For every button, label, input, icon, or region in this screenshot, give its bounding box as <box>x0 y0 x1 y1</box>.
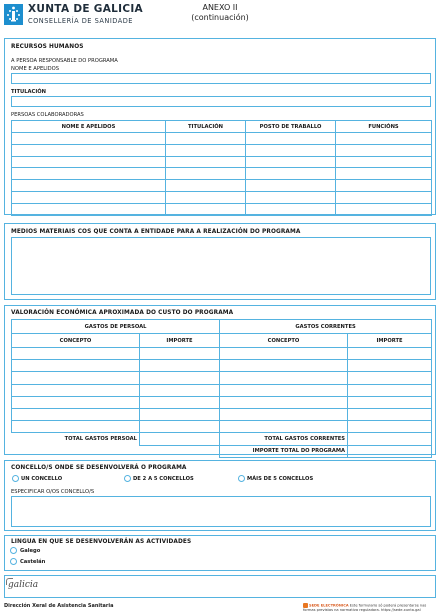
table-row <box>12 191 432 203</box>
footer-sede-note <box>303 603 437 612</box>
grand-total-row <box>12 445 432 457</box>
cell-post[interactable] <box>246 203 336 215</box>
cell-functions[interactable] <box>336 133 432 145</box>
cell-post[interactable] <box>246 156 336 168</box>
sede-text: Este formulario só poderá presentarse nas formas previstas na normativa reguladora. <box>303 603 427 612</box>
section-human-resources <box>4 38 436 215</box>
personnel-costs-header: GASTOS DE PERSOAL <box>12 320 220 334</box>
degree-field[interactable] <box>11 96 431 107</box>
cell-current-amount[interactable] <box>348 421 432 433</box>
cell-current-amount[interactable] <box>348 348 432 360</box>
cell-current-concept[interactable] <box>220 360 348 372</box>
specify-councils-label: ESPECIFICAR O/OS CONCELLO/S <box>11 489 95 495</box>
cell-post[interactable] <box>246 180 336 192</box>
cell-name[interactable] <box>12 156 166 168</box>
radio-more-than-five-councils[interactable] <box>238 475 245 482</box>
cell-personnel-concept[interactable] <box>12 348 140 360</box>
current-concept-header: CONCEPTO <box>220 334 348 348</box>
sede-url[interactable]: https://sede.xunta.gal <box>381 608 421 612</box>
radio-label-two-to-five-councils: DE 2 A 5 CONCELLOS <box>133 476 194 482</box>
section-title-material-means: MEDIOS MATERIAIS COS QUE CONTA A ENTIDADE PARA A REALIZACIÓN DO PROGRAMA <box>11 229 301 235</box>
cell-functions[interactable] <box>336 144 432 156</box>
radio-one-council[interactable] <box>12 475 19 482</box>
col-post: POSTO DE TRABALLO <box>246 121 336 133</box>
current-costs-header: GASTOS CORRENTES <box>220 320 432 334</box>
table-row <box>12 133 432 145</box>
cost-table <box>11 319 432 458</box>
cell-post[interactable] <box>246 133 336 145</box>
cell-personnel-concept[interactable] <box>12 396 140 408</box>
collaborators-table <box>11 120 432 216</box>
cell-personnel-amount[interactable] <box>140 372 220 384</box>
col-functions: FUNCIÓNS <box>336 121 432 133</box>
section-material-means <box>4 223 436 300</box>
cell-personnel-concept[interactable] <box>12 421 140 433</box>
cell-personnel-amount[interactable] <box>140 421 220 433</box>
annex-heading <box>170 3 270 23</box>
cell-name[interactable] <box>12 133 166 145</box>
table-row <box>12 421 432 433</box>
cell-post[interactable] <box>246 191 336 203</box>
cell-current-amount[interactable] <box>348 384 432 396</box>
total-current-value[interactable] <box>348 433 432 445</box>
col-name: NOME E APELIDOS <box>12 121 166 133</box>
cell-personnel-amount[interactable] <box>140 348 220 360</box>
cell-current-amount[interactable] <box>348 360 432 372</box>
cell-personnel-amount[interactable] <box>140 360 220 372</box>
radio-castilian[interactable] <box>10 558 17 565</box>
empty-cell <box>140 445 220 457</box>
cell-degree[interactable] <box>166 180 246 192</box>
sede-label: SEDE ELECTRÓNICA <box>309 603 349 608</box>
current-amount-header: IMPORTE <box>348 334 432 348</box>
cell-current-amount[interactable] <box>348 372 432 384</box>
cell-functions[interactable] <box>336 156 432 168</box>
section-title-cost-valuation: VALORACIÓN ECONÓMICA APROXIMADA DO CUSTO DO PROGRAMA <box>11 310 234 316</box>
cell-current-concept[interactable] <box>220 408 348 420</box>
section-title-councils: CONCELLO/S ONDE SE DESENVOLVERÁ O PROGRAMA <box>11 465 187 471</box>
table-row <box>12 203 432 215</box>
total-current-label: TOTAL GASTOS CORRENTES <box>220 433 348 445</box>
section-language <box>4 535 436 571</box>
grand-total-value[interactable] <box>348 445 432 457</box>
table-row <box>12 408 432 420</box>
cell-degree[interactable] <box>166 168 246 180</box>
cell-personnel-concept[interactable] <box>12 408 140 420</box>
total-personnel-label: TOTAL GASTOS PERSOAL <box>12 433 140 445</box>
annex-title: ANEXO II <box>202 3 238 12</box>
logo-title: XUNTA DE GALICIA <box>28 3 143 15</box>
cost-group-header-row <box>12 320 432 334</box>
cell-degree[interactable] <box>166 133 246 145</box>
logo-subtitle: CONSELLERÍA DE SANIDADE <box>28 17 133 25</box>
annex-continuation: (continuación) <box>191 13 249 22</box>
personnel-amount-header: IMPORTE <box>140 334 220 348</box>
cell-name[interactable] <box>12 191 166 203</box>
material-means-textarea[interactable] <box>11 237 431 295</box>
table-row <box>12 384 432 396</box>
degree-label: TITULACIÓN <box>11 89 47 95</box>
responsible-label: A PERSOA RESPONSABLE DO PROGRAMA <box>11 58 118 64</box>
table-row <box>12 168 432 180</box>
radio-label-more-than-five-councils: MÁIS DE 5 CONCELLOS <box>247 476 314 482</box>
cell-current-amount[interactable] <box>348 396 432 408</box>
table-row <box>12 396 432 408</box>
grand-total-label: IMPORTE TOTAL DO PROGRAMA <box>220 445 348 457</box>
radio-two-to-five-councils[interactable] <box>124 475 131 482</box>
cell-functions[interactable] <box>336 203 432 215</box>
cell-name[interactable] <box>12 144 166 156</box>
cell-current-concept[interactable] <box>220 396 348 408</box>
table-row <box>12 360 432 372</box>
cell-post[interactable] <box>246 168 336 180</box>
cell-personnel-amount[interactable] <box>140 384 220 396</box>
footer-logo-box <box>4 575 436 598</box>
total-personnel-value[interactable] <box>140 433 220 445</box>
cell-name[interactable] <box>12 203 166 215</box>
cell-functions[interactable] <box>336 191 432 203</box>
collaborators-label: PERSOAS COLABORADORAS <box>11 112 84 118</box>
section-title-language: LINGUA EN QUE SE DESENVOLVERÁN AS ACTIVIDADES <box>11 539 192 545</box>
cell-current-concept[interactable] <box>220 384 348 396</box>
cell-degree[interactable] <box>166 191 246 203</box>
cell-name[interactable] <box>12 168 166 180</box>
empty-cell <box>12 445 140 457</box>
cell-functions[interactable] <box>336 180 432 192</box>
radio-label-one-council: UN CONCELLO <box>21 476 63 482</box>
totals-row <box>12 433 432 445</box>
radio-label-galician: Galego <box>20 548 41 554</box>
cell-degree[interactable] <box>166 203 246 215</box>
table-row <box>12 372 432 384</box>
specify-councils-field[interactable] <box>11 496 431 527</box>
cell-post[interactable] <box>246 144 336 156</box>
cell-personnel-amount[interactable] <box>140 408 220 420</box>
name-field[interactable] <box>11 73 431 84</box>
table-row <box>12 144 432 156</box>
section-title-human-resources: RECURSOS HUMANOS <box>11 44 84 50</box>
personnel-concept-header: CONCEPTO <box>12 334 140 348</box>
radio-label-castilian: Castelán <box>20 559 46 565</box>
table-row <box>12 156 432 168</box>
cell-personnel-concept[interactable] <box>12 360 140 372</box>
table-header-row <box>12 121 432 133</box>
cell-current-amount[interactable] <box>348 408 432 420</box>
table-row <box>12 180 432 192</box>
xunta-crest-icon <box>4 4 23 25</box>
footer-department: Dirección Xeral de Asistencia Sanitaria <box>4 603 114 609</box>
cell-current-concept[interactable] <box>220 372 348 384</box>
cell-personnel-amount[interactable] <box>140 396 220 408</box>
cell-personnel-concept[interactable] <box>12 372 140 384</box>
radio-galician[interactable] <box>10 547 17 554</box>
name-label: NOME E APELIDOS <box>11 66 60 72</box>
section-councils <box>4 460 436 531</box>
cell-degree[interactable] <box>166 156 246 168</box>
cell-personnel-concept[interactable] <box>12 384 140 396</box>
cell-name[interactable] <box>12 180 166 192</box>
cell-current-concept[interactable] <box>220 421 348 433</box>
table-row <box>12 348 432 360</box>
section-cost-valuation <box>4 305 436 455</box>
cell-functions[interactable] <box>336 168 432 180</box>
cost-column-header-row <box>12 334 432 348</box>
cell-current-concept[interactable] <box>220 348 348 360</box>
col-degree: TITULACIÓN <box>166 121 246 133</box>
cell-degree[interactable] <box>166 144 246 156</box>
page-header <box>0 0 439 36</box>
galicia-logo: galicia <box>8 580 39 590</box>
